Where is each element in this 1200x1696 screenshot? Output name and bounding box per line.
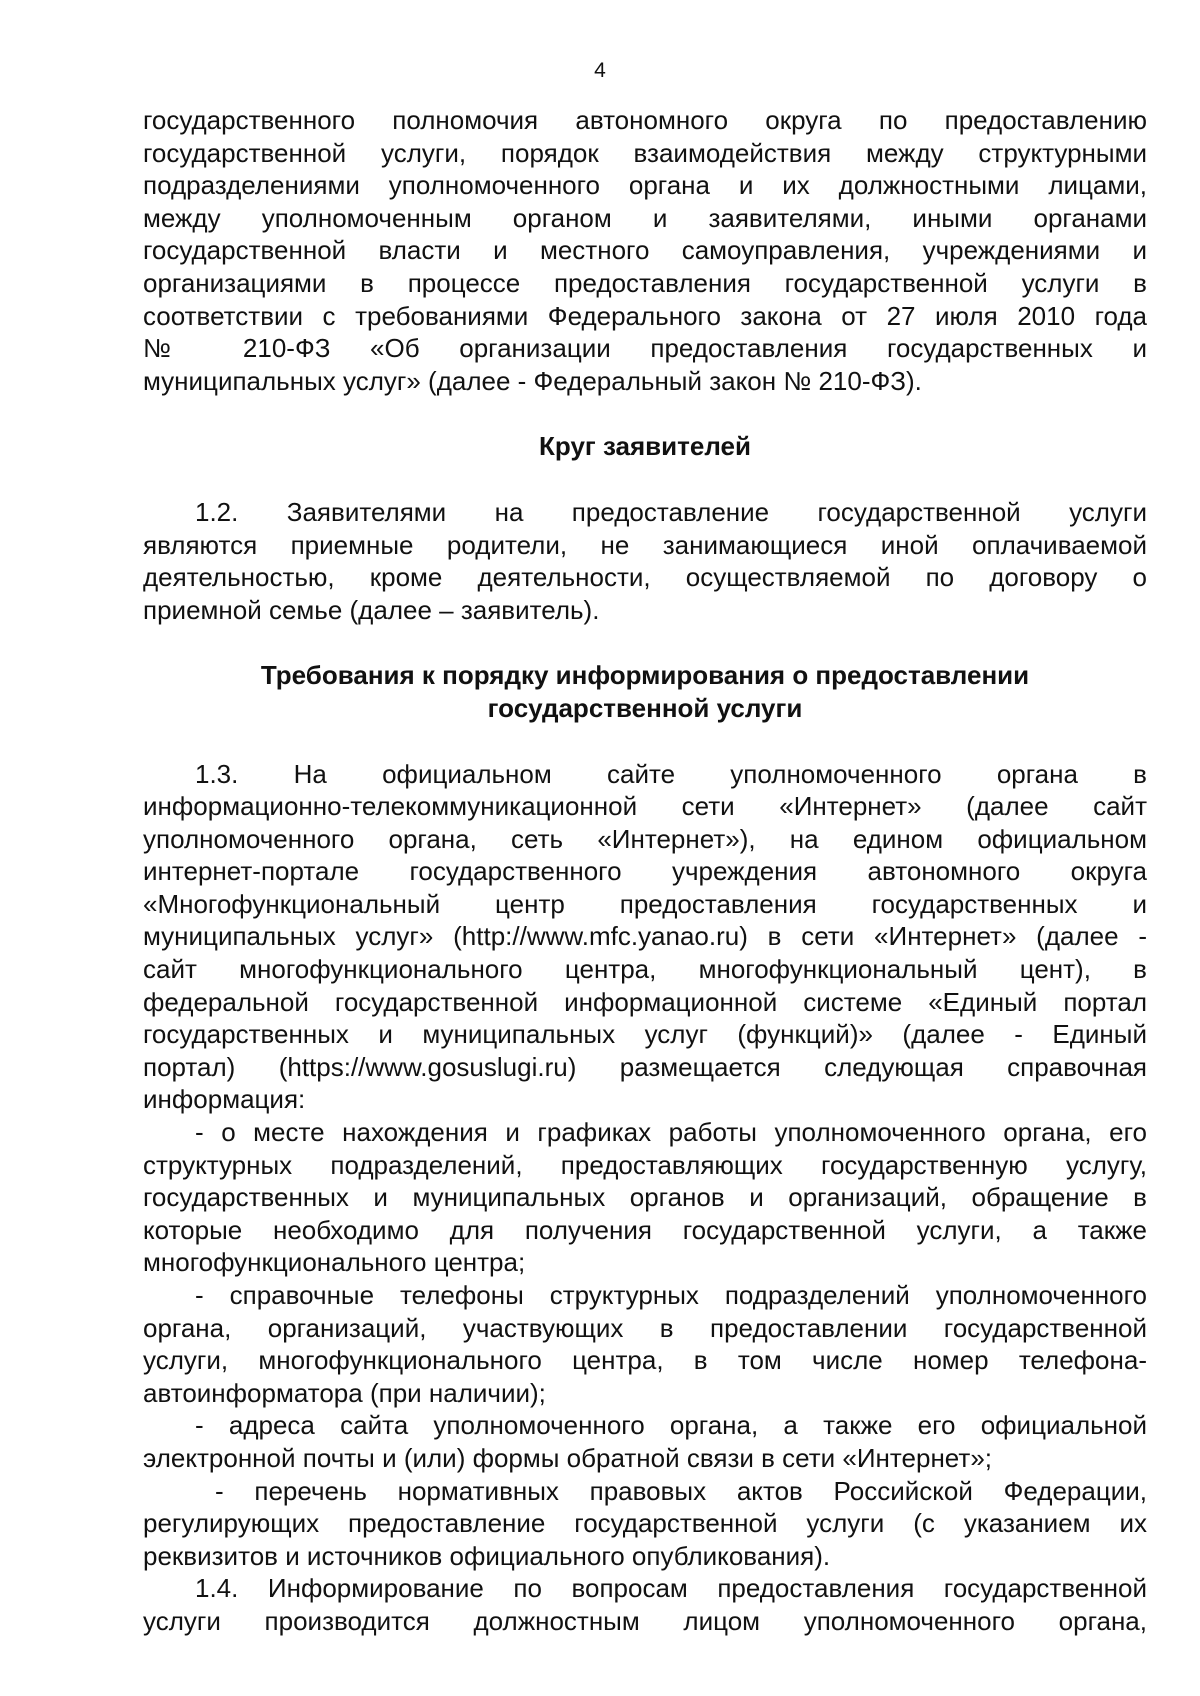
text-line: № 210-ФЗ «Об организации предоставления государственных и	[143, 333, 1147, 364]
text-line: электронной почты и (или) формы обратной связи в сети «Интернет»;	[143, 1442, 992, 1473]
text-line: - адреса сайта уполномоченного органа, а также его официальной	[195, 1410, 1147, 1441]
text-line: многофункционального центра;	[143, 1247, 526, 1278]
text-line: портал) (https://www.gosuslugi.ru) размещается следующая справочная	[143, 1051, 1147, 1082]
list-item-legal-acts	[143, 1475, 1147, 1573]
text-line: государственных и муниципальных органов и организаций, обращение в	[143, 1182, 1147, 1213]
text-line: подразделениями уполномоченного органа и их должностными лицами,	[143, 170, 1147, 201]
text-line: муниципальных услуг» (http://www.mfc.yanao.ru) в сети «Интернет» (далее -	[143, 921, 1147, 952]
paragraph-1-2	[143, 496, 1147, 626]
page-number: 4	[594, 59, 606, 82]
text-line: уполномоченного органа, сеть «Интернет»), на едином официальном	[143, 823, 1147, 854]
text-line: - перечень нормативных правовых актов Российской Федерации,	[215, 1475, 1147, 1506]
text-line: деятельностью, кроме деятельности, осуществляемой по договору о	[143, 562, 1147, 593]
text-line: 1.3. На официальном сайте уполномоченного органа в	[195, 758, 1147, 789]
text-line: 1.4. Информирование по вопросам предоставления государственной	[195, 1573, 1147, 1604]
text-line: услуги производится должностным лицом уполномоченного органа,	[143, 1605, 1147, 1636]
text-line: услуги, многофункционального центра, в том числе номер телефона-	[143, 1345, 1147, 1376]
text-line: являются приемные родители, не занимающиеся иной оплачиваемой	[143, 529, 1147, 560]
text-line: интернет-портале государственного учреждения автономного округа	[143, 856, 1147, 887]
text-line: - справочные телефоны структурных подразделений уполномоченного	[195, 1280, 1147, 1310]
list-item-addresses	[143, 1409, 1147, 1474]
text-line: государственной власти и местного самоуправления, учреждениями и	[143, 235, 1147, 266]
text-line: «Многофункциональный центр предоставления государственных и	[143, 888, 1147, 919]
list-item-phones	[143, 1279, 1147, 1409]
text-line: соответствии с требованиями Федерального закона от 27 июля 2010 года	[143, 300, 1147, 331]
text-line: государственной услуги, порядок взаимодействия между структурными	[143, 137, 1147, 168]
text-line: информационно-телекоммуникационной сети «Интернет» (далее сайт	[143, 791, 1147, 822]
text-line: федеральной государственной информационной системе «Единый портал	[143, 986, 1147, 1017]
text-line: структурных подразделений, предоставляющих государственную услугу,	[143, 1149, 1147, 1180]
paragraph-intro	[143, 104, 1147, 397]
text-line: органа, организаций, участвующих в предоставлении государственной	[143, 1312, 1147, 1343]
text-line: информация:	[143, 1084, 306, 1115]
text-line: государственных и муниципальных услуг (функций)» (далее - Единый	[143, 1019, 1147, 1050]
list-item-location	[143, 1116, 1147, 1279]
paragraph-1-3	[143, 758, 1147, 1117]
text-line: государственного полномочия автономного округа по предоставлению	[143, 105, 1147, 135]
text-line: сайт многофункционального центра, многофункциональный цент), в	[143, 954, 1147, 985]
text-line: - о месте нахождения и графиках работы уполномоченного органа, его	[195, 1117, 1147, 1148]
text-line: регулирующих предоставление государственной услуги (с указанием их	[143, 1508, 1147, 1539]
text-line: приемной семье (далее – заявитель).	[143, 594, 600, 625]
text-line: автоинформатора (при наличии);	[143, 1377, 546, 1408]
section-heading-informing	[143, 659, 1147, 724]
section-heading-applicants: Круг заявителей	[539, 431, 751, 462]
text-line: организациями в процессе предоставления государственной услуги в	[143, 267, 1147, 298]
document-body	[143, 104, 1147, 1638]
text-line: между уполномоченным органом и заявителями, иными органами	[143, 202, 1147, 233]
text-line: 1.2. Заявителями на предоставление государственной услуги	[195, 496, 1147, 527]
heading-line: государственной услуги	[487, 692, 803, 723]
text-line: муниципальных услуг» (далее - Федеральный закон № 210-ФЗ).	[143, 365, 922, 396]
text-line: которые необходимо для получения государственной услуги, а также	[143, 1214, 1147, 1245]
heading-line: Требования к порядку информирования о предоставлении	[260, 660, 1030, 691]
paragraph-1-4	[143, 1572, 1147, 1637]
text-line: реквизитов и источников официального опубликования).	[143, 1540, 831, 1571]
